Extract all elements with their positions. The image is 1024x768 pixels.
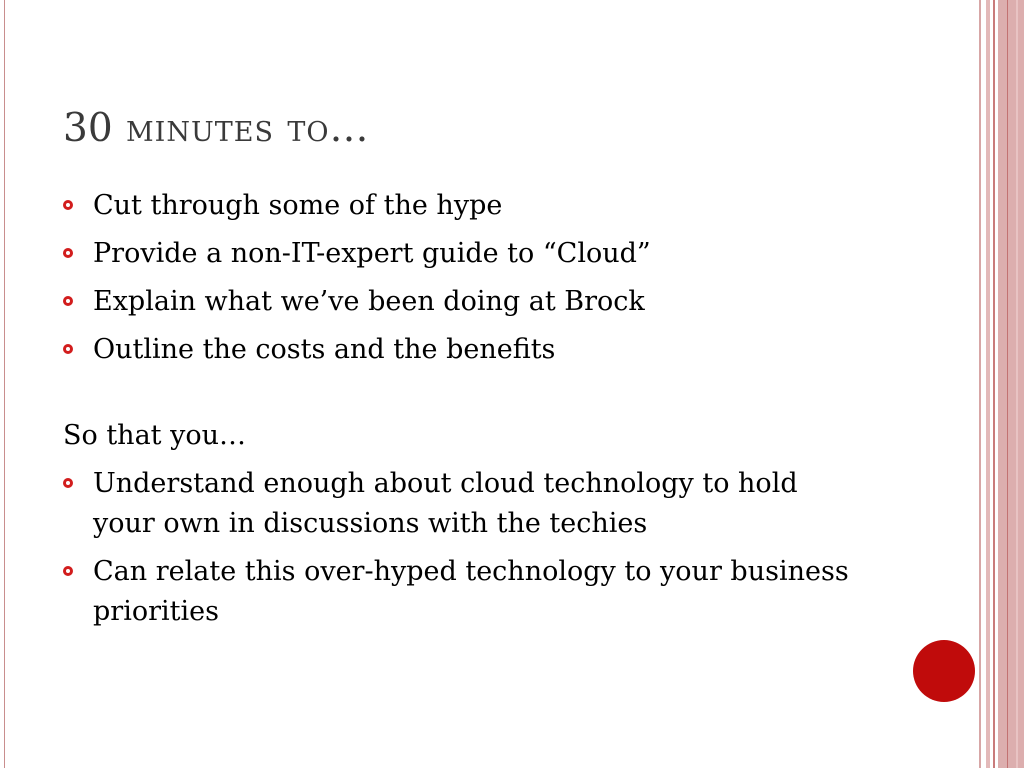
bullet-text: Can relate this over-hyped technology to your business priorities [93,556,849,627]
bullet-ring-icon [63,344,73,354]
red-accent-circle [913,640,975,702]
right-decorative-stripe [998,0,1024,768]
bullet-item [63,282,863,322]
slide-body [63,186,863,640]
bullet-item [63,552,863,632]
bullet-ring-icon [63,200,73,210]
right-decorative-stripe [1007,0,1008,768]
right-decorative-stripe [1016,0,1018,768]
bullet-ring-icon [63,296,73,306]
bullet-ring-icon [63,566,73,576]
bullet-item [63,330,863,370]
bullet-item [63,234,863,274]
right-decorative-stripe [993,0,995,768]
bullet-text: Explain what we’ve been doing at Brock [93,286,645,317]
bullet-item [63,464,863,544]
bullet-text: Cut through some of the hype [93,190,503,221]
bullet-ring-icon [63,478,73,488]
slide-title [63,104,370,154]
bullet-ring-icon [63,248,73,258]
right-decorative-stripe [986,0,990,768]
left-border-line [4,0,5,768]
title-number: 30 [63,106,113,151]
bullet-item [63,186,863,226]
bullet-text: Provide a non-IT-expert guide to “Cloud” [93,238,651,269]
bullet-text: Outline the costs and the benefits [93,334,556,365]
bullet-text: Understand enough about cloud technology to hold your own in discussions with the techies [93,468,798,539]
subheading: So that you… [63,420,247,451]
right-decorative-stripe [979,0,981,768]
title-words: minutes to… [112,106,370,151]
